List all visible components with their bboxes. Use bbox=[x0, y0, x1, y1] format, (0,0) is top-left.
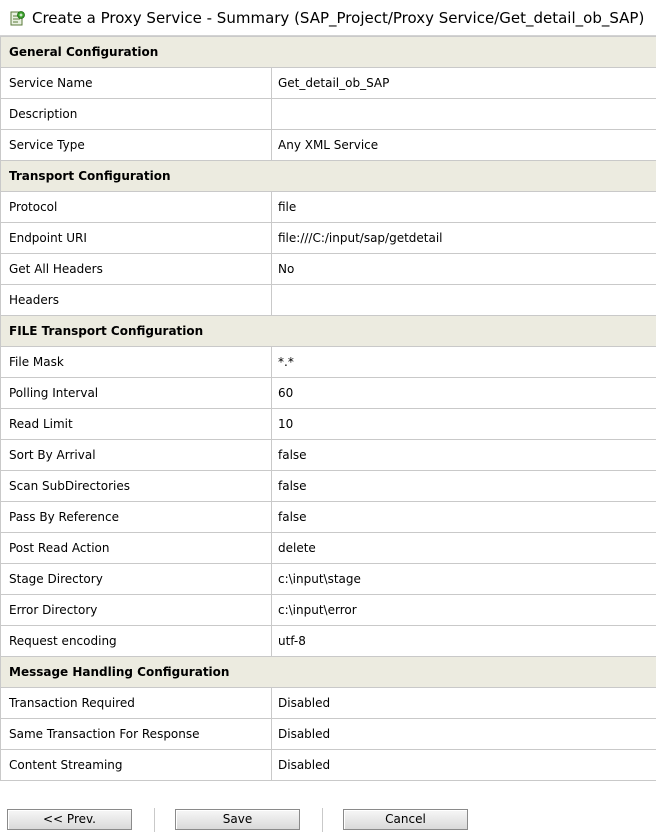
proxy-service-icon bbox=[9, 10, 26, 27]
section-header bbox=[1, 316, 656, 347]
field-value bbox=[272, 99, 656, 130]
field-label: Request encoding bbox=[1, 626, 272, 657]
field-value: Get_detail_ob_SAP bbox=[272, 68, 656, 99]
field-label: Service Name bbox=[1, 68, 272, 99]
field-value: false bbox=[272, 471, 656, 502]
field-value: utf-8 bbox=[272, 626, 656, 657]
summary-table bbox=[0, 36, 656, 781]
field-value: c:\input\stage bbox=[272, 564, 656, 595]
field-value: 60 bbox=[272, 378, 656, 409]
table-row bbox=[1, 750, 656, 781]
field-value: *.* bbox=[272, 347, 656, 378]
field-value: false bbox=[272, 440, 656, 471]
table-row bbox=[1, 688, 656, 719]
table-row bbox=[1, 347, 656, 378]
field-value: No bbox=[272, 254, 656, 285]
field-value: Disabled bbox=[272, 719, 656, 750]
field-value: Any XML Service bbox=[272, 130, 656, 161]
section-heading: Transport Configuration bbox=[1, 161, 656, 192]
table-row bbox=[1, 285, 656, 316]
table-row bbox=[1, 68, 656, 99]
table-row bbox=[1, 719, 656, 750]
prev-button[interactable]: << Prev. bbox=[7, 809, 132, 830]
field-label: Same Transaction For Response bbox=[1, 719, 272, 750]
section-heading: Message Handling Configuration bbox=[1, 657, 656, 688]
field-label: Sort By Arrival bbox=[1, 440, 272, 471]
button-divider bbox=[154, 808, 155, 832]
field-value: 10 bbox=[272, 409, 656, 440]
field-value: c:\input\error bbox=[272, 595, 656, 626]
table-row bbox=[1, 99, 656, 130]
field-value: Disabled bbox=[272, 688, 656, 719]
field-label: Post Read Action bbox=[1, 533, 272, 564]
field-value: Disabled bbox=[272, 750, 656, 781]
field-label: Service Type bbox=[1, 130, 272, 161]
field-value: false bbox=[272, 502, 656, 533]
table-row bbox=[1, 440, 656, 471]
field-label: Scan SubDirectories bbox=[1, 471, 272, 502]
field-label: Get All Headers bbox=[1, 254, 272, 285]
table-row bbox=[1, 564, 656, 595]
field-value: delete bbox=[272, 533, 656, 564]
section-heading: FILE Transport Configuration bbox=[1, 316, 656, 347]
table-row bbox=[1, 378, 656, 409]
section-header bbox=[1, 37, 656, 68]
button-bar bbox=[0, 804, 656, 833]
table-row bbox=[1, 192, 656, 223]
section-header bbox=[1, 657, 656, 688]
field-label: Read Limit bbox=[1, 409, 272, 440]
table-row bbox=[1, 409, 656, 440]
field-label: Polling Interval bbox=[1, 378, 272, 409]
table-row bbox=[1, 626, 656, 657]
field-label: File Mask bbox=[1, 347, 272, 378]
table-row bbox=[1, 595, 656, 626]
field-label: Description bbox=[1, 99, 272, 130]
table-row bbox=[1, 471, 656, 502]
table-row bbox=[1, 130, 656, 161]
table-row bbox=[1, 254, 656, 285]
save-button[interactable]: Save bbox=[175, 809, 300, 830]
section-header bbox=[1, 161, 656, 192]
field-label: Stage Directory bbox=[1, 564, 272, 595]
field-label: Protocol bbox=[1, 192, 272, 223]
table-row bbox=[1, 223, 656, 254]
field-value: file bbox=[272, 192, 656, 223]
cancel-button[interactable]: Cancel bbox=[343, 809, 468, 830]
field-label: Transaction Required bbox=[1, 688, 272, 719]
page-title: Create a Proxy Service - Summary (SAP_Project/Proxy Service/Get_detail_ob_SAP) bbox=[32, 9, 645, 27]
field-label: Pass By Reference bbox=[1, 502, 272, 533]
field-label: Content Streaming bbox=[1, 750, 272, 781]
field-label: Error Directory bbox=[1, 595, 272, 626]
button-divider bbox=[322, 808, 323, 832]
table-row bbox=[1, 502, 656, 533]
field-value bbox=[272, 285, 656, 316]
field-label: Headers bbox=[1, 285, 272, 316]
title-bar bbox=[0, 0, 656, 36]
field-label: Endpoint URI bbox=[1, 223, 272, 254]
section-heading: General Configuration bbox=[1, 37, 656, 68]
table-row bbox=[1, 533, 656, 564]
field-value: file:///C:/input/sap/getdetail bbox=[272, 223, 656, 254]
